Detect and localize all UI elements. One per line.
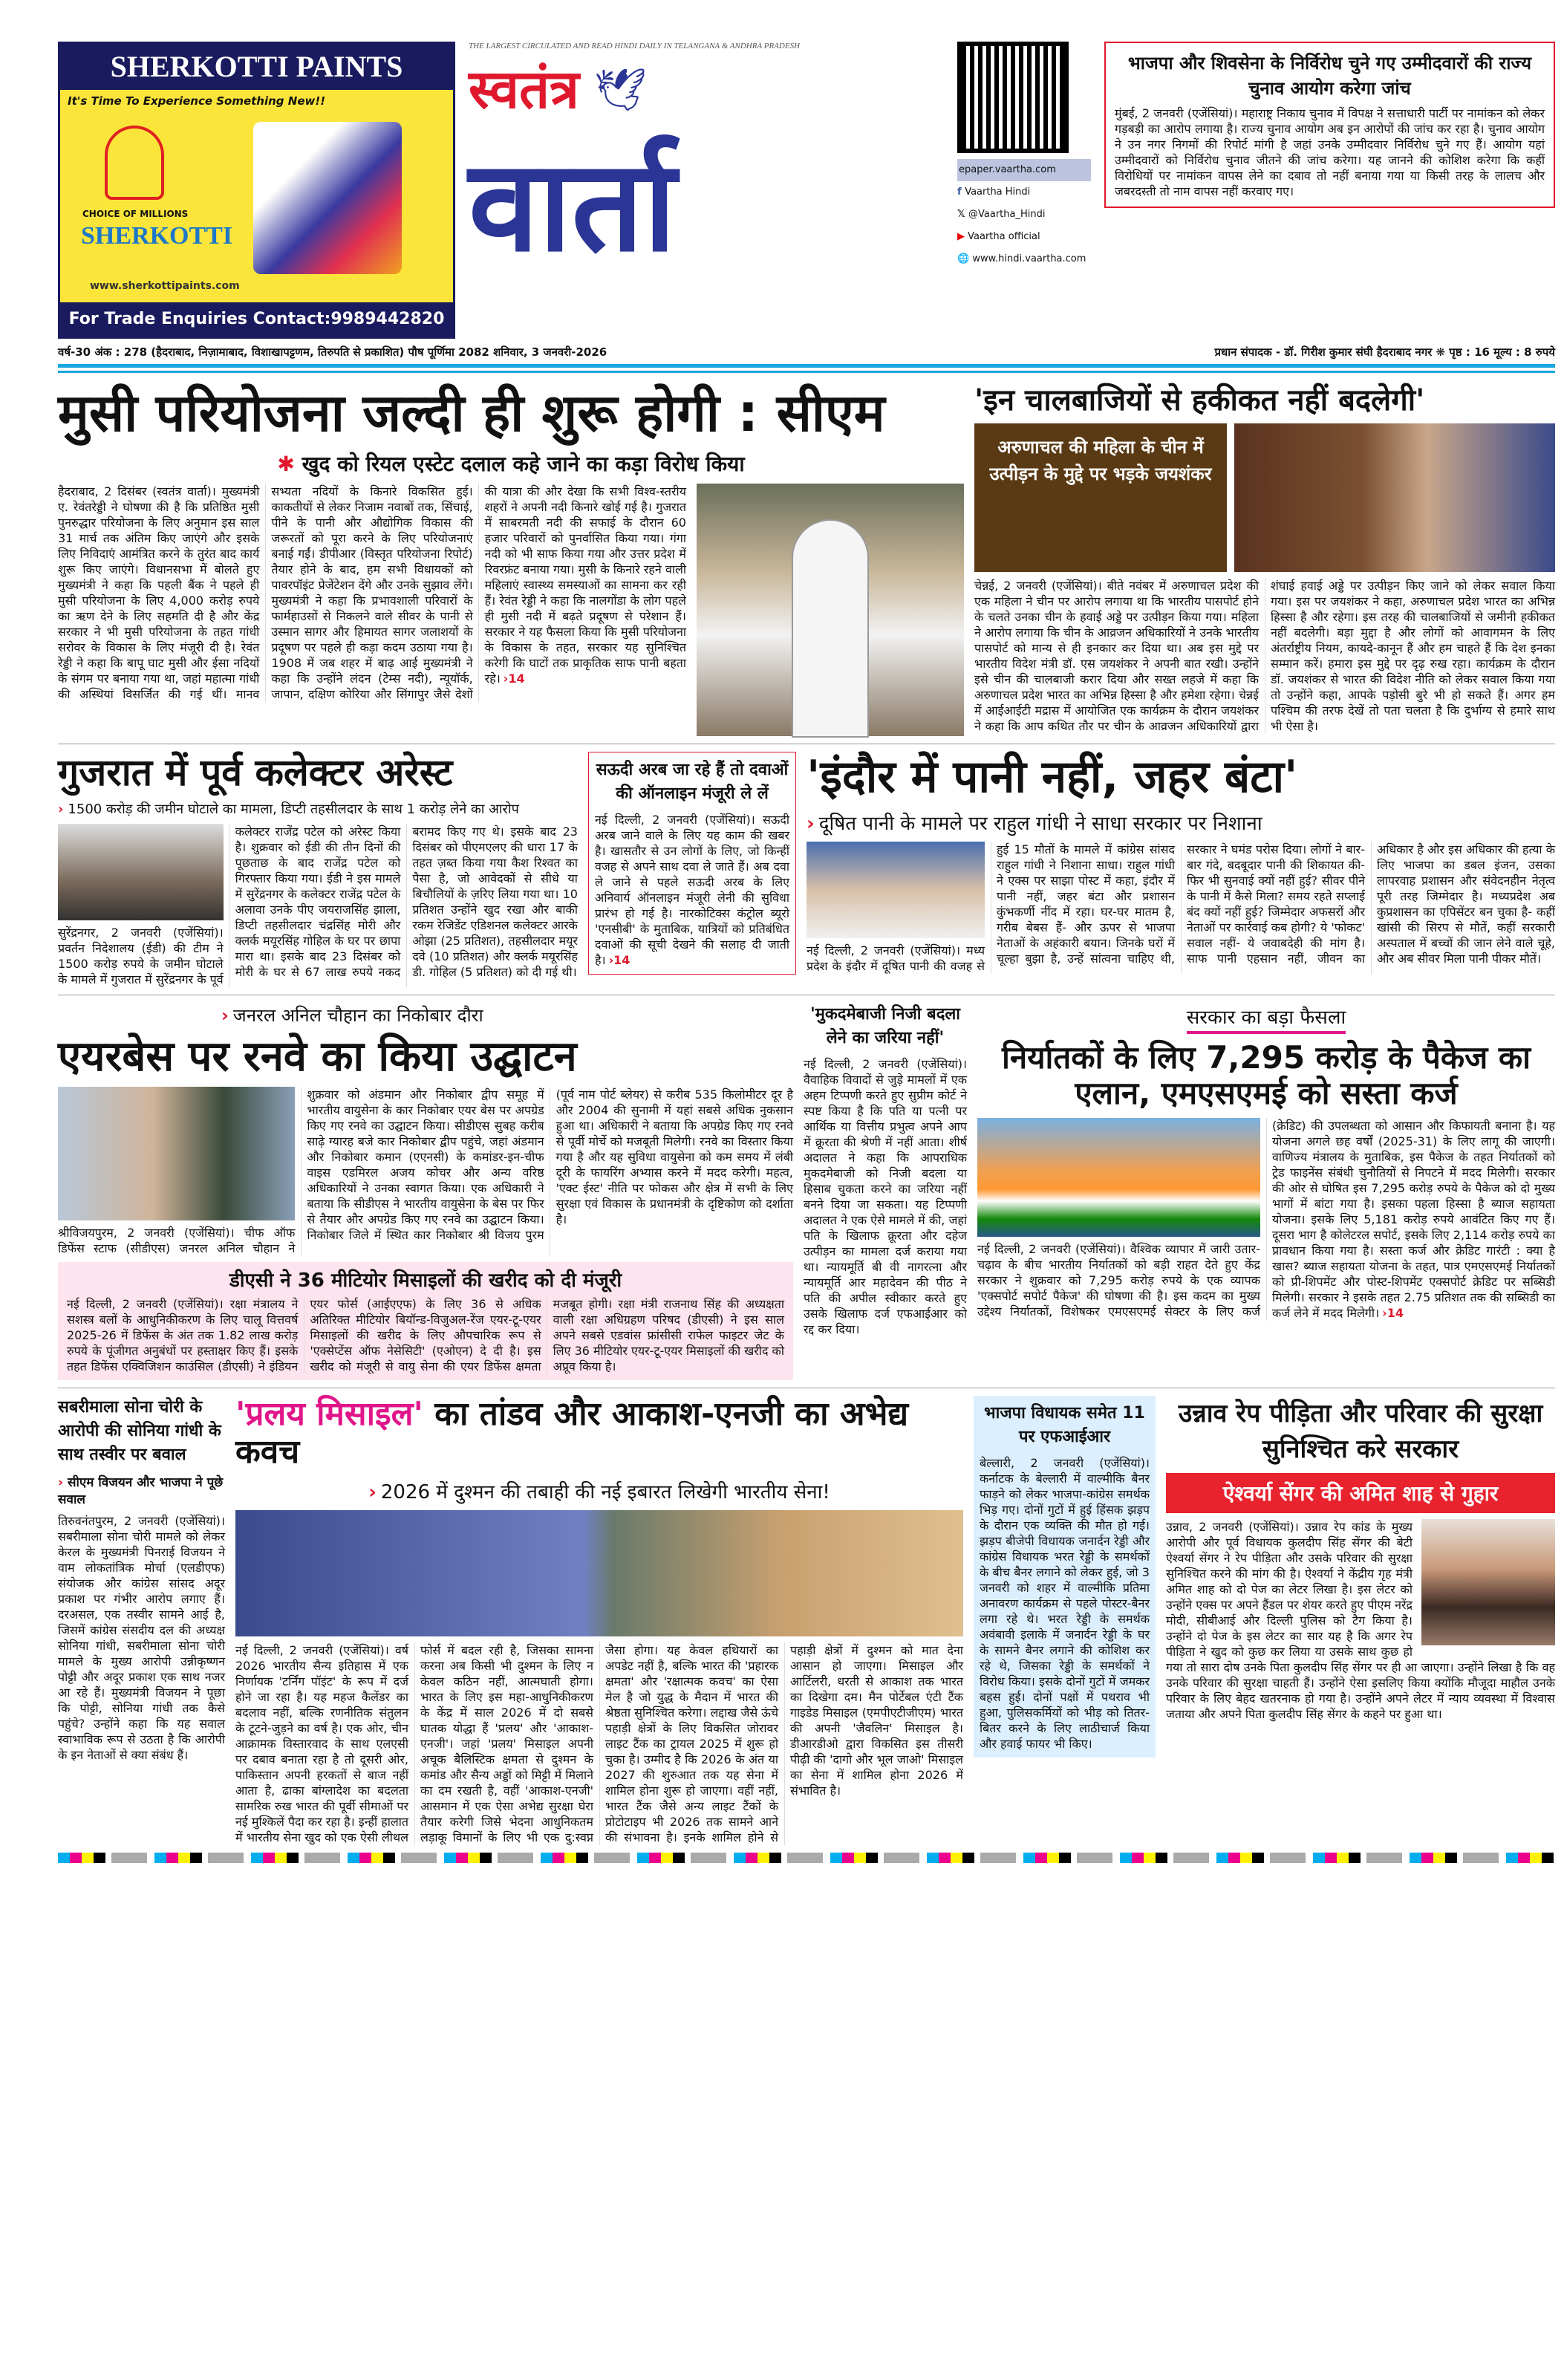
epaper-link[interactable]: epaper.vaartha.com [957, 159, 1091, 181]
masthead [58, 42, 1555, 339]
top-box-body: मुंबई, 2 जनवरी (एजेंसियां)। महाराष्ट्र निकाय चुनाव में विपक्ष ने सत्ताधारी पार्टी पर नामांकन को लेकर गड़बड़ी का आरोप लगाया है। राज्य चुनाव आयोग अब इन आरोपों की जांच कर रहा है। चुनाव आयोग ने उन नगर निगमों की रिपोर्ट मांगी है जहां उनके उम्मीदवार निर्विरोध चुने गए हैं। आयोग यहां उम्मीदवारों को निर्विरोध चुनाव जीतने की जांच करेगा। यह जानने की कोशिश करेगा कि कहीं विरोधियों पर नामांकन वापस लेने का दबाव तो नहीं बनाया गया या किसी तरह के लालच और जबरदस्ती तो नाम वापस नहीं करवाए गए। [1115, 106, 1545, 198]
exporters-story [977, 1003, 1555, 1321]
court-headline: 'मुकदमेबाजी निजी बदला लेने का जरिया नहीं' [809, 1005, 960, 1047]
logo-vaartha: वार्ता [469, 132, 677, 280]
ad-paint-bucket [253, 122, 402, 274]
cds-photo [58, 1087, 295, 1220]
mla-body: बेल्लारी, 2 जनवरी (एजेंसियां)। कर्नाटक के बेल्लारी में वाल्मीकि बैनर फाड़ने को लेकर भाजपा-कांग्रेस समर्थक भिड़ गए। दोनों गुटों में हुई हिंसक झड़प के दौरान एक व्यक्ति की मौत हो गई। झड़प बीजेपी विधायक जनार्दन रेड्डी और कांग्रेस विधायक भरत रेड्डी के समर्थकों के बीच बैनर लगाने को लेकर हुई, जो 3 जनवरी को शहर में वाल्मीकि प्रतिमा अनावरण कार्यक्रम से पहले पोस्टर-बैनर लगा रहे थे। भरत रेड्डी के समर्थक अवंबावी इलाके में जनार्दन रेड्डी के घर के सामने बैनर लगाने की कोशिश कर रहे थे, जिसका रेड्डी के समर्थकों ने विरोध किया। इसके दोनों गुटों में जमकर बहस हुई। दोनों पक्षों में पथराव भी हुआ, पुलिसकर्मियों को भीड़ को तितर-बितर करने के लिए लाठीचार्ज किया और हवाई फायर भी किए। [980, 1456, 1150, 1752]
logo-svatantra: स्वतंत्र [469, 58, 579, 120]
airbase-kicker: › जनरल अनिल चौहान का निकोबार दौरा [221, 1005, 483, 1026]
speaker-figure [793, 521, 867, 736]
gujarat-body: सुरेंद्रनगर, 2 जनवरी (एजेंसियां)। प्रवर्तन निदेशालय (ईडी) की टीम ने 1500 करोड़ रुपये के जमीन घोटाले के मामले में गुजरात में सुरेंद्रनगर के पूर्व कलेक्टर राजेंद्र पटेल को अरेस्ट किया है। शुक्रवार को ईडी की तीन दिनों की पूछताछ के बाद राजेंद्र पटेल को गिरफ्तार किया गया। ईडी ने इस मामले में सुरेंद्रनगर के कलेक्टर राजेंद्र पटेल के अलावा उनके पीए जयराजसिंह झाला, डिप्टी तहसीलदार चंद्रसिंह मोरी और क्लर्क मयूरसिंह गोहिल के घर पर छापा मारा था। इसके बाद 23 दिसंबर को मोरी के घर से 67 लाख रुपये नकद बरामद किए गए थे। इसके बाद 23 दिसंबर को पीएमएलए की धारा 17 के तहत ज़ब्त किया गया कैश रिश्वत का पैसा है, जो आवेदकों से सीधे या बिचौलियों के ज़रिए लिया गया था। 10 प्रतिशत उन्होंने खुद रखा और बाकी रकम रेजिडेंट एडिशनल कलेक्टर आरके ओझा (25 प्रतिशत), तहसीलदार मयूर दवे (10 प्रतिशत) और क्लर्क मयूरसिंह डी. गोहिल (5 प्रतिशत) को दी गई थी। [58, 825, 578, 986]
indore-subhead: › दूषित पानी के मामले पर राहुल गांधी ने साधा सरकार पर निशाना [807, 812, 1262, 835]
jaishankar-headline: 'इन चालबाजियों से हकीकत नहीं बदलेगी' [974, 383, 1425, 417]
top-box-headline: भाजपा और शिवसेना के निर्विरोध चुने गए उम्मीदवारों की राज्य चुनाव आयोग करेगा जांच [1127, 53, 1532, 99]
export-illustration [977, 1118, 1260, 1237]
indore-body: नई दिल्ली, 2 जनवरी (एजेंसियां)। मध्य प्रदेश के इंदौर में दूषित पानी की वजह से हुई 15 मौतों के मामले में कांग्रेस सांसद राहुल गांधी ने निशाना साधा। राहुल गांधी ने एक्स पर साझा पोस्ट में कहा, इंदौर में पानी नहीं, जहर बंटा और प्रशासन कुंभकर्णी नींद में रहा। घर-घर मातम है, गरीब बेबस हैं- और ऊपर से भाजपा नेताओं के अहंकारी बयान। जिनके घरों में चूल्हा बुझा है, उन्हें सांत्वना चाहिए थी, सरकार ने घमंड परोस दिया। लोगों ने बार-बार गंदे, बदबूदार पानी की शिकायत की- फिर भी सुनवाई क्यों नहीं हुई? सीवर पीने के पानी में कैसे मिला? समय रहते सप्लाई बंद क्यों नहीं हुई? जिम्मेदार अफसरों और नेताओं पर कार्रवाई कब होगी? ये 'फोकट' सवाल नहीं- ये जवाबदेही की मांग है। साफ पानी एहसान नहीं, जीवन का अधिकार है और इस अधिकार की हत्या के लिए भाजपा का डबल इंजन, उसका लापरवाह प्रशासन और संवेदनहीन नेतृत्व पूरी तरह जिम्मेदार है। मध्यप्रदेश अब कुप्रशासन का एपिसेंटर बन चुका है- कहीं खांसी की सिरप से मौतें, कहीं सरकारी अस्पताल में बच्चों की जान लेने वाले चूहे, और अब सीवर मिला पानी पीकर मौतें। [807, 842, 1555, 973]
globe-icon: 🌐 [957, 253, 973, 264]
gujarat-story [58, 752, 578, 988]
website-link[interactable]: 🌐 www.hindi.vaartha.com [957, 253, 1086, 264]
arrow-icon: › [807, 812, 815, 835]
airbase-headline: एयरबेस पर रनवे का किया उद्घाटन [58, 1033, 577, 1081]
social-column [957, 42, 1091, 270]
ad-lion-icon [105, 126, 164, 200]
missile-photo [235, 1510, 963, 1636]
jaishankar-box: अरुणाचल की महिला के चीन में उत्पीड़न के मुद्दे पर भड़के जयशंकर [974, 423, 1227, 572]
continued-link[interactable]: ›14 [608, 952, 631, 967]
unnao-body: उन्नाव, 2 जनवरी (एजेंसियां)। उन्नाव रेप कांड के मुख्य आरोपी और पूर्व विधायक कुलदीप सिंह सेंगर की बेटी ऐश्वर्या सेंगर ने रेप पीड़िता और उसके परिवार की सुरक्षा सुनिश्चित करने की मांग की है। ऐश्वर्या ने केंद्रीय गृह मंत्री अमित शाह को दो पेज का लेटर लिखा है। इस लेटर को उन्होंने एक्स पर अपने हैंडल पर शेयर करते हुए पीएम नरेंद्र मोदी, सीबीआई और दिल्ली पुलिस को टैग किया है। उन्होंने दो पेज के इस लेटर का सार यह है कि अगर रेप पीड़िता ने खुद को कुछ कर लिया या उसके साथ कुछ हो गया तो सारा दोष उनके पिता कुलदीप सिंह सेंगर पर ही आ जाएगा। उन्होंने लिखा है कि वह उनके परिवार की सुरक्षा चाहती हैं। उन्होंने ऐसा इसलिए किया क्योंकि मौजूदा माहौल उनके परिवार के लिए बेहद खतरनाक हो गया है। उन्होंने अपने लेटर में न्याय व्यवस्था में विश्वास जताया और अपने पिता कुलदीप सिंह सेंगर के कहने पर हुआ था। [1166, 1520, 1555, 1722]
row-second [58, 744, 1555, 988]
color-registration-bar [58, 1853, 1555, 1863]
jaishankar-photo [1234, 423, 1555, 572]
x-link[interactable]: 𝕏 @Vaartha_Hindi [957, 209, 1046, 220]
exporters-headline: निर्यातकों के लिए 7,295 करोड़ के पैकेज का एलान, एमएसएमई को सस्ता कर्ज [1002, 1039, 1531, 1112]
arrow-icon: › [368, 1480, 377, 1503]
row-lead [58, 376, 1555, 736]
lead-body: हैदराबाद, 2 दिसंबर (स्वतंत्र वार्ता)। मुख्यमंत्री ए. रेवंतरेड्डी ने घोषणा की है कि प्रतिष्ठित मुसी पुनरुद्धार परियोजना के लिए अनुमान इस साल 31 मार्च तक अंतिम किए जाएंगे और इसके लिए निविदाएं आमंत्रित करने के तुरंत बाद कार्य शुरू किए जाएंगे। विधानसभा में बोलते हुए मुख्यमंत्री ने कहा कि पहली बैंक ने पहले ही मुसी परियोजना के लिए 4,000 करोड़ रुपये का ऋण देने के लिए सहमति दी है और केंद्र सरकार ने भी मुसी परियोजना के तहत गांधी सरोवर के विकास के लिए मंजूरी दी है। रेवंत रेड्डी ने कहा कि बापू घाट मुसी और ईसा नदियों के संगम पर बनाया गया था, जहां महात्मा गांधी की अस्थियां विसर्जित की गई थीं। मानव सभ्यता नदियों के किनारे विकसित हुई। काकतीयों से लेकर निजाम नवाबों तक, सिंचाई, पीने के पानी और औद्योगिक विकास की जरूरतों को पूरा करने के लिए परियोजनाएं बनाई गईं। डीपीआर (विस्तृत परियोजना रिपोर्ट) तैयार होने के बाद, हम सभी विधायकों को पावरपॉइंट प्रेजेंटेशन देंगे और उनके सुझाव लेंगे। मुख्यमंत्री ने कहा कि प्रभावशाली परिवारों के फार्महाउसों से निकलने वाले सीवर के पानी से उस्मान सागर और हिमायत सागर जलाशयों के प्रदूषण पर पहले ही कड़ा कदम उठाया गया है। 1908 में जब शहर में बाढ़ आई मुख्यमंत्री ने कहा कि उन्होंने लंदन (टेम्स नदी), न्यूयॉर्क, जापान, दक्षिण कोरिया और सिंगापुर जैसे देशों की यात्रा की और देखा कि सभी विश्व-स्तरीय शहरों ने अपनी नदी किनारे खोई गई है। गुजरात में साबरमती नदी की सफाई के दौरान 60 हजार परिवारों को पुनर्वासित किया गया। गंगा नदी को भी साफ किया गया और उत्तर प्रदेश में रिवरफ्रंट बनाया गया। मुसी के किनारे रहने वाली महिलाएं स्वास्थ्य समस्याओं का सामना कर रही हैं। रेवंत रेड्डी ने कहा कि नालगोंडा के लोग पहले ही मुसी नदी में बढ़ते प्रदूषण से परेशान हैं। सरकार ने यह फैसला किया कि मुसी परियोजना के विकास के तहत, सरकार यह सुनिश्चित करेगी कि घाटों तक प्राकृतिक साफ पानी बहता रहे। ›14 [58, 484, 686, 701]
tagline: THE LARGEST CIRCULATED AND READ HINDI DAILY IN TELANGANA & ANDHRA PRADESH [469, 42, 801, 51]
airbase-body: श्रीविजयपुरम, 2 जनवरी (एजेंसियां)। चीफ ऑफ डिफेंस स्टाफ (सीडीएस) जनरल अनिल चौहान ने शुक्रवार को अंडमान और निकोबार द्वीप समूह में भारतीय वायुसेना के कार निकोबार एयर बेस पर अपग्रेड किए गए रनवे का उद्घाटन किया। सीडीएस सुबह करीब साढ़े ग्यारह बजे कार निकोबार द्वीप पहुंचे, जहां अंडमान और निकोबार कमान (एएनसी) के कमांडर-इन-चीफ वाइस एडमिरल अजय कोचर और अन्य वरिष्ठ अधिकारियों ने उनका स्वागत किया। एक अधिकारी ने बताया कि सीडीएस ने भारतीय वायुसेना के बेस पर फिर से तैयार और अपग्रेड किए गए रनवे का उद्घाटन किया। निकोबार जिले में स्थित कार निकोबार श्री विजय पुरम (पूर्व नाम पोर्ट ब्लेयर) से करीब 535 किलोमीटर दूर है और 2004 की सुनामी में यहां सबसे अधिक नुकसान हुआ था। अधिकारी ने बताया कि अपग्रेड किए गए रनवे से पूर्वी मोर्चे को मजबूती मिलेगी। रनवे का विस्तार किया गया है और यह सुविधा वायुसेना को कम समय में लंबी दूरी के फायरिंग अभ्यास करने में मदद करेगी। महत्व, 'एक्ट ईस्ट' नीति पर फोकस और क्षेत्र में सभी के लिए सुरक्षा एवं विकास के प्रधानमंत्री के दृष्टिकोण को दर्शाता है। [58, 1087, 793, 1256]
sabarimala-story [58, 1396, 225, 1763]
youtube-link[interactable]: ▶ Vaartha official [957, 231, 1040, 242]
ad-contact: For Trade Enquiries Contact:9989442820 [60, 302, 453, 336]
pralay-body: नई दिल्ली, 2 जनवरी (एजेंसियां)। वर्ष 2026 भारतीय सैन्य इतिहास में एक निर्णायक 'टर्निंग पॉइंट' के रूप में दर्ज होने जा रहा है। यह महज कैलेंडर का बदलाव नहीं, बल्कि रणनीतिक संतुलन के टूटने-जुड़ने का वर्ष है। एक ओर, चीन आक्रामक विस्तारवाद के साथ एलएसी पर दबाव बनाता रहा है तो दूसरी ओर, पाकिस्तान अपनी हरकतों से बाज नहीं आता है, ढाका बांग्लादेश का बदलता सामरिक रुख भारत की पूर्वी सीमाओं पर नई मुश्किलें पैदा कर रहा है। इन्हीं हालात में भारतीय सेना खुद को एक ऐसी लीथल फोर्स में बदल रही है, जिसका सामना करना अब किसी भी दुश्मन के लिए न केवल कठिन नहीं, आत्मघाती होगा। भारत के लिए इस महा-आधुनिकीकरण के केंद्र में साल 2026 में दो सबसे घातक योद्धा हैं 'प्रलय' और 'आकाश-एनजी'। जहां 'प्रलय' मिसाइल अपनी अचूक बैलिस्टिक क्षमता से दुश्मन के कमांड और सैन्य अड्डों को मिट्टी में मिलाने का दम रखती है, वहीं 'आकाश-एनजी' आसमान में एक ऐसा अभेद्य सुरक्षा घेरा तैयार करेगी जिसे भेदना आधुनिकतम लड़ाकू विमानों के लिए भी एक दु:स्वप्न जैसा होगा। यह केवल हथियारों का अपडेट नहीं है, बल्कि भारत की 'प्रहारक क्षमता' और 'रक्षात्मक कवच' का ऐसा मेल है जो युद्ध के मैदान में भारत की श्रेष्ठता सुनिश्चित करेगा। लद्दाख जैसे ऊंचे पहाड़ी क्षेत्रों के लिए विकसित जोरावर लाइट टैंक का ट्रायल 2025 में शुरू हो चुका है। उम्मीद है कि 2026 के अंत या 2027 की शुरुआत तक यह सेना में शामिल होना शुरू हो जाएगा। वहीं नहीं, भारत टैंक जैसे अन्य लाइट टैंकों के प्रोटोटाइप भी 2026 तक सामने आने की संभावना है। इनके शामिल होने से पहाड़ी क्षेत्रों में दुश्मन को मात देना आसान हो जाएगा। मिसाइल और आर्टिलरी, धरती से आकाश तक भारत का दिखेगा दम। मैन पोर्टेबल एंटी टैंक गाइडेड मिसाइल (एमपीएटीजीएम) भारत की अपनी 'जैवलिन' मिसाइल है। डीआरडीओ द्वारा विकसित इस तीसरी पीढ़ी की 'दागो और भूल जाओ' मिसाइल का सेना में शामिल होना 2026 में संभावित है। [235, 1510, 963, 1845]
pralay-story [235, 1396, 963, 1844]
indore-headline: 'इंदौर में पानी नहीं, जहर बंटा' [807, 750, 1298, 803]
indore-story [807, 752, 1555, 974]
facebook-icon: f [957, 186, 965, 198]
airbase-story [58, 1003, 793, 1380]
lead-subhead: ✱ खुद को रियल एस्टेट दलाल कहे जाने का कड़ा विरोध किया [277, 451, 745, 476]
unnao-box: ऐश्वर्या सेंगर की अमित शाह से गुहार [1166, 1473, 1555, 1513]
sabarimala-subhead: › सीएम विजयन और भाजपा ने पूछे सवाल [58, 1475, 224, 1508]
row-fourth [58, 1388, 1555, 1844]
sherkotti-ad[interactable] [58, 42, 455, 339]
ad-url: www.sherkottipaints.com [90, 280, 240, 292]
ad-logo: SHERKOTTI [81, 222, 233, 250]
x-icon: 𝕏 [957, 209, 968, 220]
gujarat-subhead: › 1500 करोड़ की जमीन घोटाले का मामला, डिप्टी तहसीलदार के साथ 1 करोड़ लेने का आरोप [58, 802, 519, 817]
logo-area [469, 42, 944, 339]
youtube-icon: ▶ [957, 231, 968, 242]
jaishankar-body: चेन्नई, 2 जनवरी (एजेंसियां)। बीते नवंबर में अरुणाचल प्रदेश की एक महिला ने चीन पर आरोप लगाया था कि भारतीय पासपोर्ट होने के चलते उनका चीन के हवाई अड्डे पर उत्पीड़न किया गया। महिला ने आरोप लगाया कि चीन के आव्रजन अधिकारियों ने उनके भारतीय पासपोर्ट को मान्य से ही इनकार कर दिया था। अब इस मुद्दे पर भारतीय विदेश मंत्री डॉ. एस जयशंकर ने अपनी बात रखी। उन्होंने इसे चीन की चालबाजी करार दिया और सख्त लहजे में कहा कि अरुणाचल प्रदेश भारत का अभिन्न हिस्सा है और हमेशा रहेगा। चेन्नई में आईआईटी मद्रास में आयोजित एक कार्यक्रम के दौरान जयशंकर ने कहा कि आप कथित तौर पर चीन के आव्रजन अधिकारियों द्वारा शंघाई हवाई अड्डे पर उत्पीड़न किए जाने को लेकर सवाल किया गया। इस पर जयशंकर ने कहा, अरुणाचल प्रदेश भारत का अभिन्न हिस्सा है और रहेगा। इस तरह की चालबाजियों से जमीनी हकीकत नहीं बदलेगी। बड़ा मुद्दा है और लोगों को आवागमन के लिए अंतर्राष्ट्रीय नियम, कायदे-कानून हैं और हम चाहते हैं कि देश इनका सम्मान करें। हमारा इस मुद्दे पर दृढ़ रुख रहा। कार्यक्रम के दौरान डॉ. जयशंकर से भारत की विदेश नीति को लेकर सवाल किया गया तो उन्होंने कहा, आपके पड़ोसी बुरे भी हो सकते हैं। अगर हम पश्चिम की तरफ देखें तो पता चलता है कि दुर्भाग्य से हमारे साथ भी ऐसा है। [974, 579, 1555, 733]
arrow-icon: › [58, 1475, 64, 1491]
asterisk-icon: ✱ [277, 451, 302, 476]
aishwarya-photo [1421, 1519, 1555, 1645]
dac-box [58, 1262, 793, 1380]
medicine-headline: सऊदी अरब जा रहे हैं तो दवाओं की ऑनलाइन मंजूरी ले लें [596, 760, 789, 803]
mla-box [974, 1396, 1156, 1758]
ad-choice: CHOICE OF MILLIONS [82, 209, 189, 219]
gujarat-headline: गुजरात में पूर्व कलेक्टर अरेस्ट [58, 750, 453, 794]
continued-link[interactable]: ›14 [1382, 1305, 1404, 1320]
continued-link[interactable]: ›14 [503, 671, 525, 686]
dateline-right: प्रधान संपादक - डॉ. गिरीश कुमार संघी हैदराबाद नगर ❋ पृष्ठ : 16 मूल्य : 8 रुपये [1214, 345, 1555, 359]
facebook-link[interactable]: f Vaartha Hindi [957, 186, 1031, 198]
bird-icon: 🕊 [593, 65, 647, 114]
dateline-left: वर्ष-30 अंक : 278 (हैदराबाद, निज़ामाबाद, विशाखापट्टणम, तिरुपति से प्रकाशित) पौष पूर्णिमा 2082 शनिवार, 3 जनवरी-2026 [58, 345, 607, 359]
unnao-story [1166, 1396, 1555, 1722]
rahul-gandhi-photo [807, 842, 985, 938]
court-body: नई दिल्ली, 2 जनवरी (एजेंसियां)। वैवाहिक विवादों से जुड़े मामलों में एक अहम टिप्पणी करते हुए सुप्रीम कोर्ट ने स्पष्ट किया है कि पति या पत्नी पर आर्थिक या वित्तीय प्रभुत्व अपने आप में क्रूरता की श्रेणी में नहीं आता। शीर्ष अदालत ने कहा कि आपराधिक मुकदमेबाजी को निजी बदला या हिसाब चुकता करने का जरिया नहीं बनने दिया जा सकता। यह टिप्पणी अदालत ने एक ऐसे मामले में की, जहां पति के खिलाफ क्रूरता और दहेज उत्पीड़न का मामला दर्ज कराया गया था। न्यायमूर्ति बी वी नागरत्ना और न्यायमूर्ति आर महादेवन की पीठ ने पति की अपील स्वीकार करते हुए उसके खिलाफ दर्ज एफआईआर को रद्द कर दिया। [804, 1057, 967, 1336]
court-quote [804, 1003, 967, 1337]
lead-story [58, 383, 964, 736]
jaishankar-story [974, 383, 1555, 734]
sabarimala-body: तिरुवनंतपुरम, 2 जनवरी (एजेंसियां)। सबरीमाला सोना चोरी मामले को लेकर केरल के मुख्यमंत्री पिनराई विजयन ने वाम लोकतांत्रिक मोर्चा (एलडीएफ) संयोजक और कांग्रेस सांसद अदूर प्रकाश पर गंभीर आरोप लगाए हैं। दरअसल, एक तस्वीर सामने आई है, जिसमें कांग्रेस संसदीय दल की अध्यक्ष सोनिया गांधी, सबरीमाला सोना चोरी मामले के मुख्य आरोपी उन्नीकृष्णन पोट्टी और अदूर प्रकाश एक साथ नजर आ रहे हैं। मुख्यमंत्री विजयन ने पूछा कि पोट्टी, सोनिया गांधी तक कैसे पहुंचे? उन्होंने कहा कि यह सवाल स्वाभाविक रूप से उठता है कि आरोपी के इन नेताओं से क्या संबंध हैं। [58, 1514, 225, 1763]
pralay-headline: 'प्रलय मिसाइल' का तांडव और आकाश-एनजी का अभेद्य कवच [235, 1395, 909, 1471]
collector-photo [58, 824, 224, 920]
row-third [58, 995, 1555, 1380]
medicine-box [588, 752, 796, 975]
masthead-rule [58, 364, 1555, 373]
assembly-photo [697, 484, 964, 736]
unnao-headline: उन्नाव रेप पीड़िता और परिवार की सुरक्षा सुनिश्चित करे सरकार [1178, 1399, 1543, 1465]
exporters-kicker: सरकार का बड़ा फैसला [1187, 1003, 1346, 1034]
medicine-body: नई दिल्ली, 2 जनवरी (एजेंसियां)। सऊदी अरब जाने वाले के लिए यह काम की खबर है। खासतौर से उन लोगों के लिए, जो किन्हीं वजह से अपने साथ दवा ले जाते हैं। अब दवा ले जाने से पहले सऊदी अरब के लिए अनिवार्य ऑनलाइन मंजूरी लेनी की सुविधा प्रारंभ हो गई है। नारकोटिक्स कंट्रोल ब्यूरो 'एनसीबी' के मुताबिक, यात्रियों को प्रतिबंधित दवाओं की सूची देखने की सलाह दी जाती है। ›14 [595, 812, 789, 967]
arrow-icon: › [221, 1005, 229, 1026]
pralay-subhead: › 2026 में दुश्मन की तबाही की नई इबारत लिखेगी भारतीय सेना! [368, 1480, 830, 1503]
arrow-icon: › [58, 802, 64, 817]
ad-brand: SHERKOTTI PAINTS [60, 44, 453, 90]
lead-headline: मुसी परियोजना जल्दी ही शुरू होगी : सीएम [58, 383, 885, 443]
dac-headline: डीएसी ने 36 मीटियोर मिसाइलों की खरीद को दी मंजूरी [229, 1269, 622, 1293]
dateline [58, 345, 1555, 360]
mla-headline: भाजपा विधायक समेत 11 पर एफआईआर [984, 1404, 1145, 1447]
exporters-body: नई दिल्ली, 2 जनवरी (एजेंसियां)। वैश्विक व्यापार में जारी उतार-चढ़ाव के बीच भारतीय निर्यातकों को बड़ी राहत देते हुए केंद्र सरकार ने शुक्रवार को 7,295 करोड़ रुपये के एक व्यापक 'एक्सपोर्ट सपोर्ट पैकेज' की घोषणा की है। इस कदम का मुख्य उद्देश्य निर्यातकों, विशेषकर एमएसएमई सेक्टर के लिए कर्ज (क्रेडिट) की उपलब्धता को आसान और किफायती बनाना है। यह योजना अगले छह वर्षों (2025-31) के लिए लागू की जाएगी। वाणिज्य मंत्रालय के मुताबिक, इस पैकेज के तहत निर्यातकों को ट्रेड फाइनेंस संबंधी चुनौतियों से निपटने में मदद मिलेगी। सरकार की ओर से घोषित इस 7,295 करोड़ रुपये के पैकेज को दो मुख्य भागों में बांटा गया है। इसका पहला हिस्सा है ब्याज सहायता योजना। इसके लिए 5,181 करोड़ रुपये आवंटित किए गए हैं। दूसरा भाग है कोलेटरल सपोर्ट, इसके लिए 2,114 करोड़ रुपये का प्रावधान किया गया है। सस्ता कर्ज और क्रेडिट गारंटी : क्या है खास? ब्याज सहायता योजना के तहत, पात्र एमएसएमई निर्यातकों को प्री-शिपमेंट और पोस्ट-शिपमेंट एक्सपोर्ट क्रेडिट पर सब्सिडी मिलेगी। सरकार ने इसके तहत 2.75 प्रतिशत तक की सब्सिडी का कर्ज लेने में मदद मिलेगी। ›14 [977, 1118, 1555, 1320]
ad-slogan: It's Time To Experience Something New!! [68, 94, 326, 108]
sabarimala-headline: सबरीमाला सोना चोरी के आरोपी की सोनिया गांधी के साथ तस्वीर पर बवाल [58, 1398, 221, 1465]
dac-body: नई दिल्ली, 2 जनवरी (एजेंसियां)। रक्षा मंत्रालय ने सशस्त्र बलों के आधुनिकीकरण के लिए चालू वित्तवर्ष 2025-26 में डिफेंस के अंत तक 1.82 लाख करोड़ रुपये के पूंजीगत अनुबंधों पर हस्ताक्षर किए हैं। इसके तहत डिफेंस एक्विजिशन काउंसिल (डीएसी) ने इंडियन एयर फोर्स (आईएएफ) के लिए 36 से अधिक अतिरिक्त मीटियोर बियॉन्ड-विजुअल-रेंज एयर-टू-एयर मिसाइलों की खरीद के लिए औपचारिक रूप से 'एक्सेप्टेंस ऑफ नेसेसिटी' (एओएन) दे दी है। इस खरीद को मंजूरी से वायु सेना की एयर डिफेंस क्षमता मजबूत होगी। रक्षा मंत्री राजनाथ सिंह की अध्यक्षता वाली रक्षा अधिग्रहण परिषद (डीएसी) ने इस साल अपने सबसे एडवांस फ्रांसीसी राफेल फाइटर जेट के लिए 36 मीटियोर एयर-टू-एयर मिसाइलों की खरीद को अप्रूव किया है। [67, 1297, 784, 1374]
qr-code[interactable] [957, 42, 1069, 153]
top-box [1104, 42, 1555, 208]
